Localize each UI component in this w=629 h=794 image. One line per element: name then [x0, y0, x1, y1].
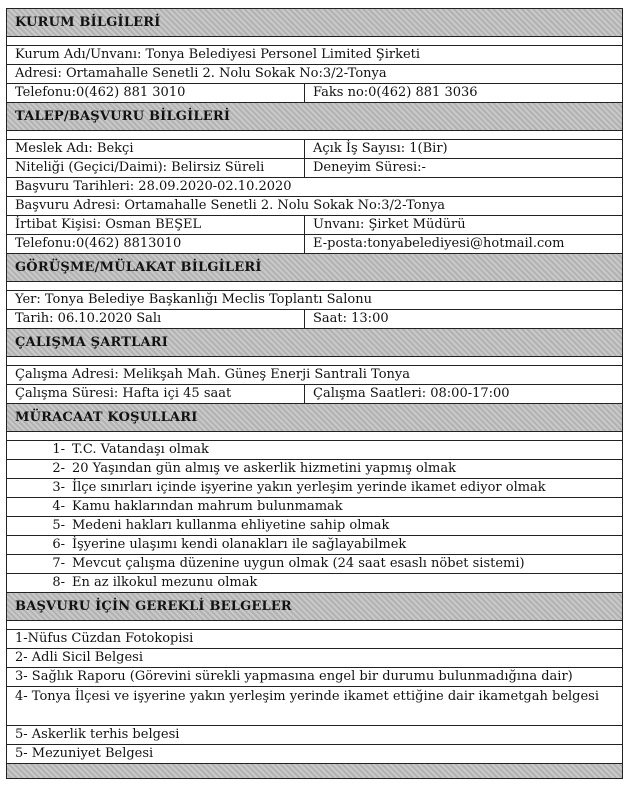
muracaat-list	[7, 441, 622, 593]
talep-telefon-row	[7, 235, 622, 254]
talep-irtibat-row	[7, 216, 622, 235]
calisma-adres-row	[7, 366, 622, 385]
list-item	[7, 517, 622, 536]
item-text: Medeni hakları kullanma ehliyetine sahip olmak	[72, 518, 390, 533]
item-text: 3- Sağlık Raporu (Görevini sürekli yapmasına engel bir durumu bulunmadığına dair)	[15, 669, 573, 684]
talep-unvani: Unvanı: Şirket Müdürü	[313, 217, 466, 232]
item-number: 8-	[52, 575, 65, 590]
list-item	[7, 745, 622, 764]
kurum-telefon-row	[7, 84, 622, 103]
item-number: 7-	[52, 556, 65, 571]
talep-nitelik-row	[7, 159, 622, 178]
list-item	[7, 479, 622, 498]
item-number: 6-	[52, 537, 65, 552]
list-item	[7, 630, 622, 649]
spacer	[7, 131, 622, 140]
item-text: İlçe sınırları içinde işyerine yakın yerleşim yerinde ikamet ediyor olmak	[72, 480, 546, 495]
item-number: 3-	[52, 480, 65, 495]
item-number: 4-	[52, 499, 65, 514]
item-text: 5- Mezuniyet Belgesi	[15, 746, 154, 761]
talep-deneyim: Deneyim Süresi:-	[313, 160, 426, 175]
talep-niteligi: Niteliği (Geçici/Daimi): Belirsiz Süreli	[7, 159, 305, 177]
item-text: Mevcut çalışma düzenine uygun olmak (24 saat esaslı nöbet sistemi)	[72, 556, 525, 571]
section-header-calisma: ÇALIŞMA ŞARTLARI	[7, 329, 622, 357]
calisma-saatler: Çalışma Saatleri: 08:00-17:00	[313, 386, 510, 401]
kurum-adres: Adresi: Ortamahalle Senetli 2. Nolu Sokak No:3/2-Tonya	[15, 66, 387, 81]
item-text: İşyerine ulaşımı kendi olanakları ile sağlayabilmek	[72, 537, 407, 552]
belgeler-list	[7, 630, 622, 764]
talep-meslek: Meslek Adı: Bekçi	[7, 140, 305, 158]
spacer	[7, 357, 622, 366]
section-header-belgeler: BAŞVURU İÇİN GEREKLİ BELGELER	[7, 593, 622, 621]
item-text: Kamu haklarından mahrum bulunmamak	[72, 499, 343, 514]
talep-telefon: Telefonu:0(462) 8813010	[7, 235, 305, 253]
calisma-sure-row	[7, 385, 622, 404]
application-form	[6, 8, 623, 779]
gorusme-tarih: Tarih: 06.10.2020 Salı	[7, 310, 305, 328]
item-text: T.C. Vatandaşı olmak	[72, 442, 209, 457]
talep-meslek-row	[7, 140, 622, 159]
item-text: 20 Yaşından gün almış ve askerlik hizmetini yapmış olmak	[72, 461, 456, 476]
spacer	[7, 37, 622, 46]
kurum-faks: Faks no:0(462) 881 3036	[313, 85, 478, 100]
item-text: 5- Askerlik terhis belgesi	[15, 727, 180, 742]
kurum-adres-row	[7, 65, 622, 84]
list-item	[7, 574, 622, 593]
list-item	[7, 441, 622, 460]
spacer	[7, 282, 622, 291]
bottom-shaded-band	[7, 764, 622, 778]
talep-tarihler: Başvuru Tarihleri: 28.09.2020-02.10.2020	[15, 179, 292, 194]
list-item	[7, 536, 622, 555]
gorusme-saat: Saat: 13:00	[313, 311, 389, 326]
list-item	[7, 687, 622, 726]
section-header-kurum: KURUM BİLGİLERİ	[7, 9, 622, 37]
list-item	[7, 555, 622, 574]
calisma-adres: Çalışma Adresi: Melikşah Mah. Güneş Enerji Santrali Tonya	[15, 367, 411, 382]
item-number: 5-	[52, 518, 65, 533]
spacer	[7, 432, 622, 441]
talep-eposta: E-posta:tonyabelediyesi@hotmail.com	[313, 236, 565, 251]
item-text: 4- Tonya İlçesi ve işyerine yakın yerleşim yerinde ikamet ettiğine dair ikametgah belgesi	[15, 689, 600, 704]
gorusme-yer: Yer: Tonya Belediye Başkanlığı Meclis Toplantı Salonu	[15, 292, 373, 307]
section-header-muracaat: MÜRACAAT KOŞULLARI	[7, 404, 622, 432]
item-text: 1-Nüfus Cüzdan Fotokopisi	[15, 631, 194, 646]
section-header-gorusme: GÖRÜŞME/MÜLAKAT BİLGİLERİ	[7, 254, 622, 282]
section-header-talep: TALEP/BAŞVURU BİLGİLERİ	[7, 103, 622, 131]
list-item	[7, 726, 622, 745]
talep-adres: Başvuru Adresi: Ortamahalle Senetli 2. Nolu Sokak No:3/2-Tonya	[15, 198, 446, 213]
item-text: 2- Adli Sicil Belgesi	[15, 650, 143, 665]
list-item	[7, 498, 622, 517]
item-number: 1-	[52, 442, 65, 457]
gorusme-tarih-row	[7, 310, 622, 329]
talep-tarihler-row	[7, 178, 622, 197]
list-item	[7, 649, 622, 668]
list-item	[7, 668, 622, 687]
item-text: En az ilkokul mezunu olmak	[72, 575, 258, 590]
spacer	[7, 621, 622, 630]
calisma-sure: Çalışma Süresi: Hafta içi 45 saat	[7, 385, 305, 403]
item-number: 2-	[52, 461, 65, 476]
gorusme-yer-row	[7, 291, 622, 310]
talep-adres-row	[7, 197, 622, 216]
list-item	[7, 460, 622, 479]
kurum-adi: Kurum Adı/Unvanı: Tonya Belediyesi Personel Limited Şirketi	[15, 47, 421, 62]
talep-irtibat: İrtibat Kişisi: Osman BEŞEL	[7, 216, 305, 234]
kurum-adi-row	[7, 46, 622, 65]
talep-acik-is: Açık İş Sayısı: 1(Bir)	[313, 141, 448, 156]
kurum-telefon: Telefonu:0(462) 881 3010	[7, 84, 305, 102]
